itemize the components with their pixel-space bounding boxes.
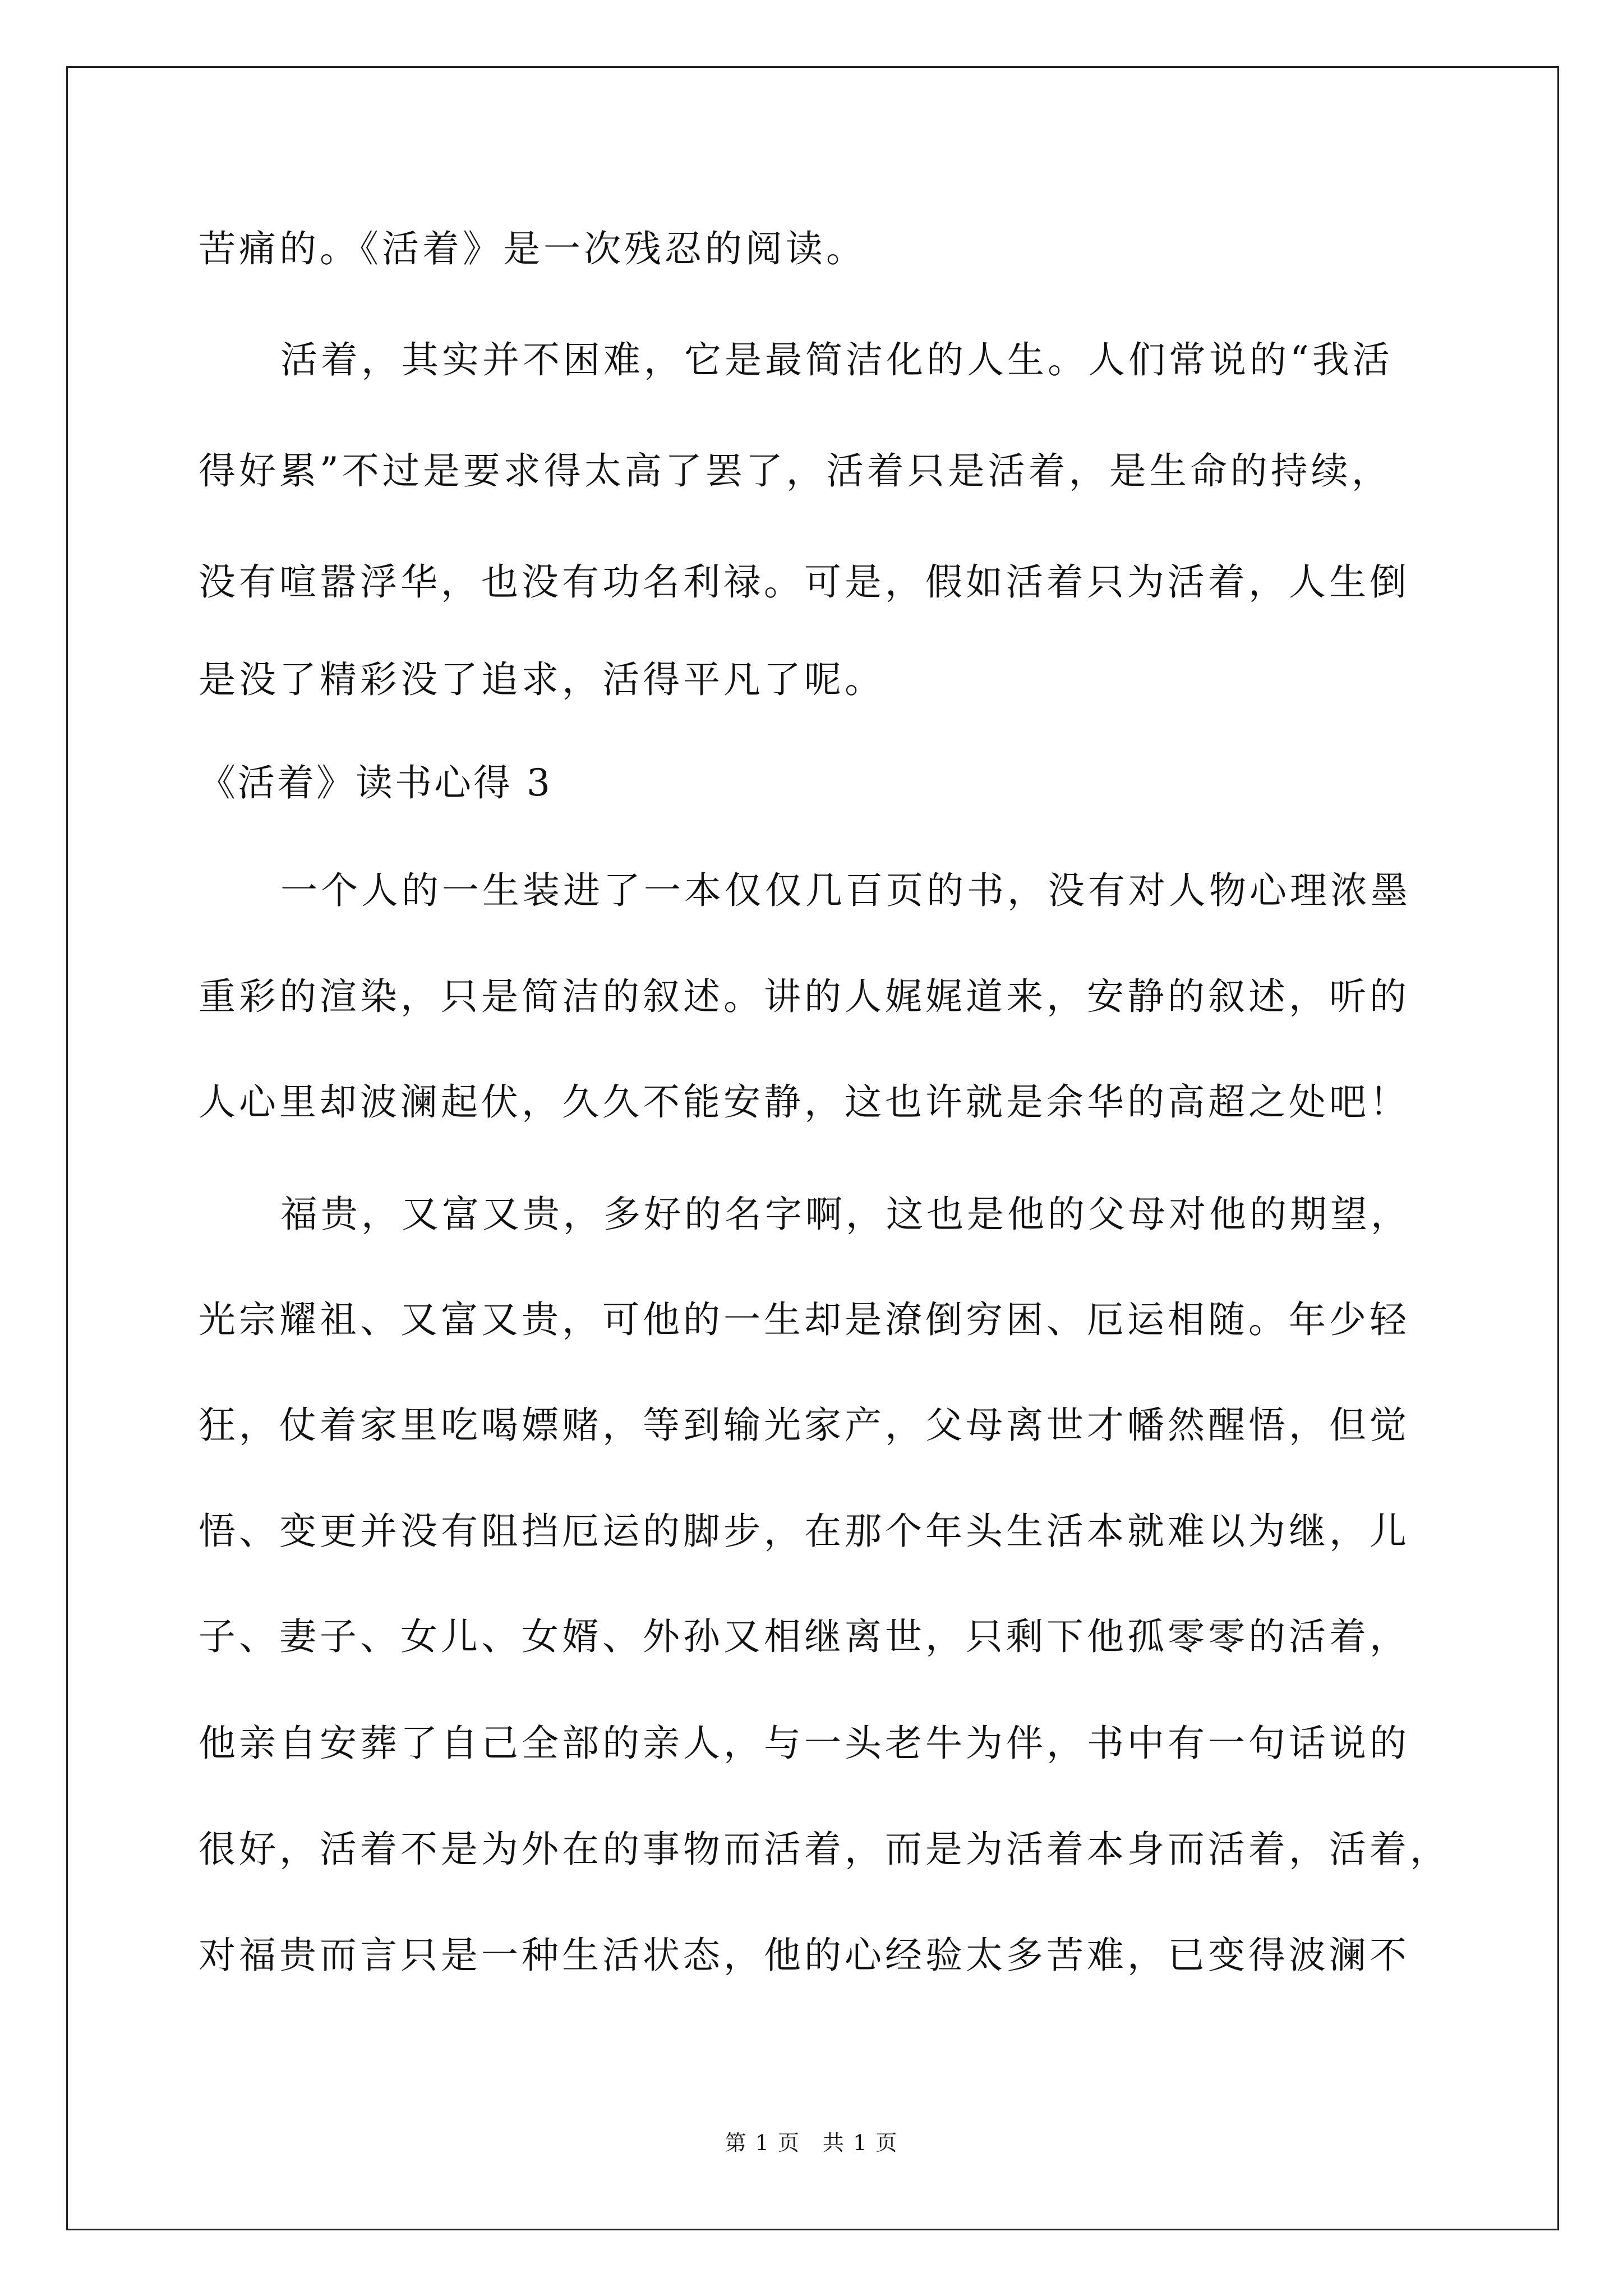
page-footer: 第 1 页 共 1 页 [725,2131,898,2155]
text-line-17: 对福贵而言只是一种生活状态，他的心经验太多苦难，已变得波澜不 [199,1934,1410,1977]
page-border [66,66,1559,2230]
section-heading: 《活着》读书心得 3 [199,761,552,804]
text-line-16: 很好，活着不是为外在的事物而活着，而是为活着本身而活着，活着， [199,1828,1450,1871]
text-line-13: 悟、变更并没有阻挡厄运的脚步，在那个年头生活本就难以为继，儿 [199,1510,1410,1553]
text-line-12: 狂，仗着家里吃喝嫖赌，等到输光家产，父母离世才幡然醒悟，但觉 [199,1404,1410,1447]
text-line-10: 福贵，又富又贵，多好的名字啊，这也是他的父母对他的期望， [280,1193,1411,1236]
text-line-15: 他亲自安葬了自己全部的亲人，与一头老牛为伴，书中有一句话说的 [199,1722,1410,1765]
text-line-14: 子、妻子、女儿、女婿、外孙又相继离世，只剩下他孤零零的活着， [199,1615,1410,1658]
text-line-8: 重彩的渲染，只是简洁的叙述。讲的人娓娓道来，安静的叙述，听的 [199,975,1410,1018]
text-line-1: 苦痛的。《活着》是一次残忍的阅读。 [199,227,866,270]
text-line-2: 活着，其实并不困难，它是最简洁化的人生。人们常说的“我活 [280,338,1393,381]
text-line-9: 人心里却波澜起伏，久久不能安静，这也许就是余华的高超之处吧！ [199,1080,1410,1124]
text-line-11: 光宗耀祖、又富又贵，可他的一生却是潦倒穷困、厄运相随。年少轻 [199,1298,1410,1341]
text-line-3: 得好累”不过是要求得太高了罢了，活着只是活着，是生命的持续， [199,449,1392,493]
text-line-4: 没有喧嚣浮华，也没有功名利禄。可是，假如活着只为活着，人生倒 [199,560,1410,604]
text-line-5: 是没了精彩没了追求，活得平凡了呢。 [199,658,885,701]
text-line-7: 一个人的一生装进了一本仅仅几百页的书，没有对人物心理浓墨 [280,869,1411,912]
